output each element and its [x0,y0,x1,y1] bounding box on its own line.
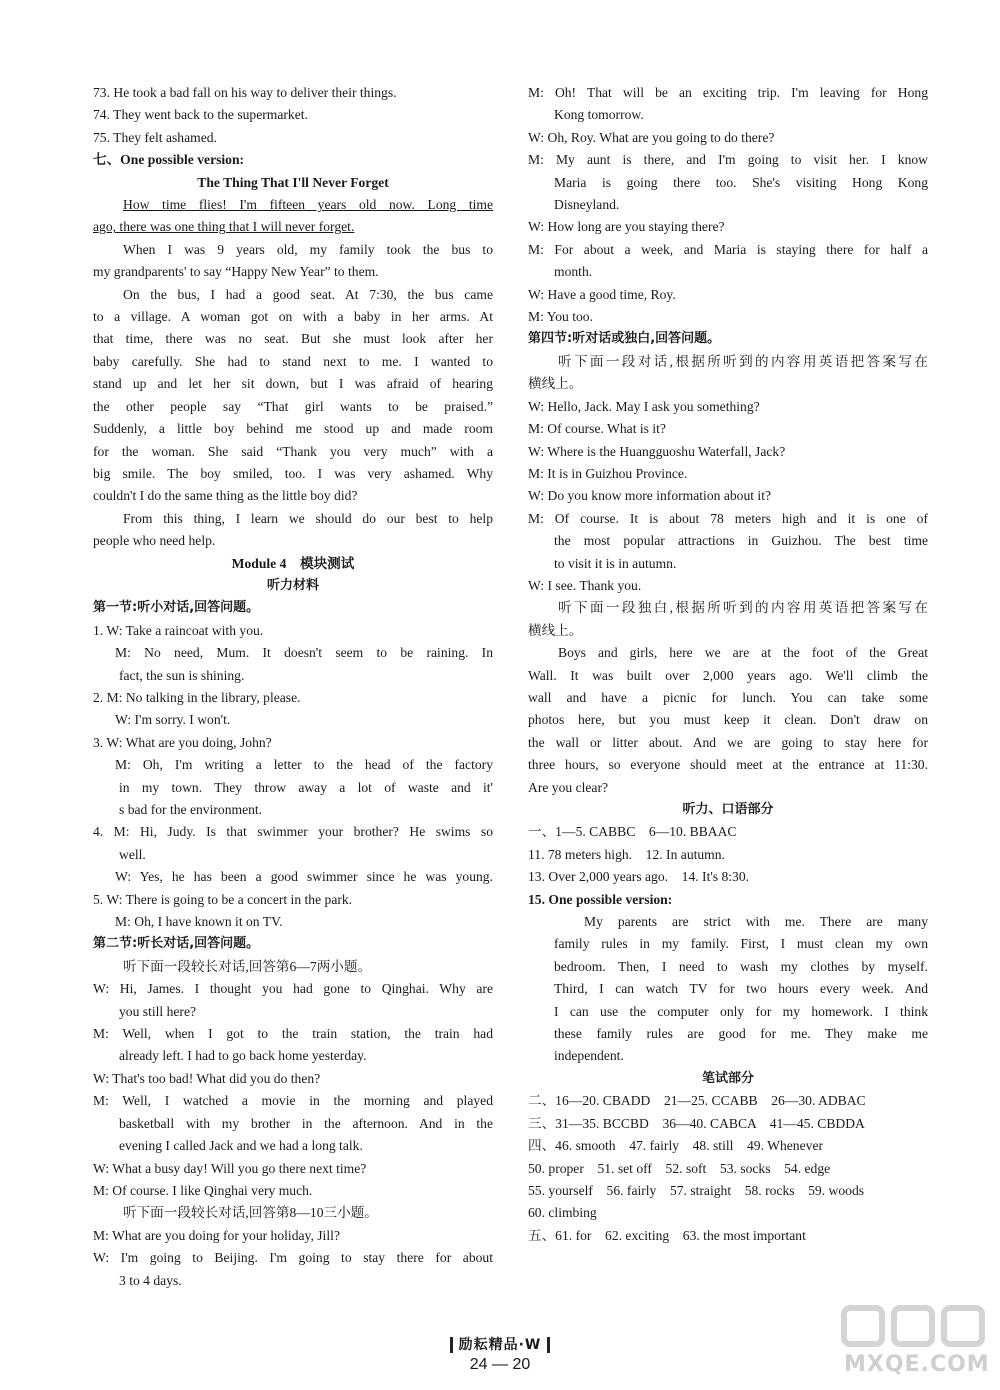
right-line: Are you clear? [528,779,609,795]
left-line: W: Yes, he has been a good swimmer since he was young. [115,869,493,885]
right-line: 笔试部分 [701,1070,754,1086]
left-line: the other people say “That girl wants to be praised.” [93,398,493,414]
right-line: three hours, so everyone should meet at the entrance at 11:30. [528,757,928,773]
right-line: photos here, but you must keep it clean. Don't draw on [528,712,928,728]
right-line: 听下面一段独白,根据所听到的内容用英语把答案写在 [558,600,928,616]
right-line: W: How long are you staying there? [528,219,725,235]
right-line: 四、46. smooth 47. fairly 48. still 49. Whenever [528,1138,823,1154]
left-line: 3 to 4 days. [119,1272,182,1288]
right-line: My parents are strict with me. There are many [584,914,928,930]
left-line: fact, the sun is shining. [119,667,245,683]
left-line: 听下面一段较长对话,回答第8—10三小题。 [123,1205,378,1221]
right-line: 第四节:听对话或独白,回答问题。 [528,331,721,347]
left-line: to a village. A woman got on with a baby in her arms. At [93,309,493,325]
left-line: On the bus, I had a good seat. At 7:30, the bus came [123,286,493,302]
left-line: 七、One possible version: [93,152,245,168]
left-line: 74. They went back to the supermarket. [93,107,308,123]
left-line: How time flies! I'm fifteen years old now. Long time [123,197,493,213]
right-line: the wall or litter about. And we are going to stay here for [528,734,928,750]
left-line: 第一节:听小对话,回答问题。 [93,600,260,616]
right-line: 五、61. for 62. exciting 63. the most important [528,1227,806,1243]
left-line: M: Oh, I'm writing a letter to the head of the factory [115,757,493,773]
left-line: evening I called Jack and we had a long talk. [119,1138,363,1154]
right-line: these family rules are good for me. They make me [554,1026,928,1042]
right-line: wall and have a picnic for lunch. You can take some [528,689,928,705]
left-line: big smile. The boy smiled, too. I was very ashamed. Why [93,465,493,481]
left-line: for the woman. She said “Thank you very much” with a [93,443,493,459]
right-line: 15. One possible version: [528,891,673,907]
left-column [93,82,493,1292]
left-line: well. [119,846,146,862]
left-line: W: I'm going to Beijing. I'm going to stay there for about [93,1250,493,1266]
brand-label: 励耘精品·W [450,1337,551,1353]
left-line: 第二节:听长对话,回答问题。 [93,936,260,952]
right-line: Wall. It was built over 2,000 years ago. We'll climb the [528,667,928,683]
right-column [528,82,928,1247]
right-line: Maria is going there too. She's visiting Hong Kong [554,174,928,190]
right-line: I can use the computer only for my homework. I think [554,1003,928,1019]
left-line: M: What are you doing for your holiday, Jill? [93,1227,340,1243]
right-line: 听下面一段对话,根据所听到的内容用英语把答案写在 [558,353,928,369]
left-line: 听下面一段较长对话,回答第6—7两小题。 [123,958,372,974]
right-line: 横线上。 [528,376,583,392]
right-line: 60. climbing [528,1205,597,1221]
left-line: W: What a busy day! Will you go there next time? [93,1160,367,1176]
right-line: M: My aunt is there, and I'm going to visit her. I know [528,152,928,168]
right-line: M: Of course. What is it? [528,421,666,437]
left-line: in my town. They throw away a lot of waste and it' [119,779,493,795]
right-line: 一、1—5. CABBC 6—10. BBAAC [528,824,737,840]
left-line: 73. He took a bad fall on his way to deliver their things. [93,85,397,100]
right-line: M: Of course. It is about 78 meters high and it is one of [528,510,928,526]
right-line: 二、16—20. CBADD 21—25. CCABB 26—30. ADBAC [528,1093,866,1109]
left-line: W: That's too bad! What did you do then? [93,1070,321,1086]
left-line: stand up and let her sit down, but I was afraid of hearing [93,376,493,392]
right-line: Kong tomorrow. [554,107,644,123]
left-line: 3. W: What are you doing, John? [93,734,272,750]
right-line: 50. proper 51. set off 52. soft 53. socks 54. edge [528,1160,831,1176]
left-line: s bad for the environment. [119,802,263,817]
right-line: Third, I can watch TV for two hours every week. And [554,981,928,997]
right-line: family rules in my family. First, I must clean my own [554,936,928,952]
right-line: 听力、口语部分 [682,802,774,817]
right-line: 55. yourself 56. fairly 57. straight 58. rocks 59. woods [528,1182,865,1198]
page-number: 24 — 20 [469,1356,531,1373]
right-line: month. [554,264,593,280]
left-line: that time, there was no seat. But she must look after her [93,331,493,347]
right-line: W: Do you know more information about it? [528,488,772,504]
left-line: M: Of course. I like Qinghai very much. [93,1182,313,1198]
left-line: 5. W: There is going to be a concert in the park. [93,891,353,907]
left-line: Suddenly, a little boy behind me stood up and made room [93,421,493,437]
right-line: M: For about a week, and Maria is staying there for half a [528,241,928,257]
left-line: W: I'm sorry. I won't. [115,712,231,728]
right-line: W: Where is the Huangguoshu Waterfall, Jack? [528,443,786,459]
left-line: When I was 9 years old, my family took the bus to [123,241,493,257]
left-line: Module 4 模块测试 [231,555,355,571]
left-line: M: Well, I watched a movie in the morning and played [93,1093,493,1109]
left-line: M: Oh, I have known it on TV. [115,914,283,930]
right-line: 11. 78 meters high. 12. In autumn. [528,846,725,862]
left-line: 75. They felt ashamed. [93,129,217,145]
right-line: bedroom. Then, I need to wash my clothes by myself. [554,958,928,974]
left-line: you still here? [119,1003,197,1019]
right-line: Boys and girls, here we are at the foot of the Great [558,645,928,661]
right-line: Disneyland. [554,197,620,213]
left-line: The Thing That I'll Never Forget [197,174,389,190]
right-line: independent. [554,1048,624,1064]
right-line: W: Hello, Jack. May I ask you something? [528,398,760,414]
left-line: M: Well, when I got to the train station, the train had [93,1026,493,1042]
right-line: W: Have a good time, Roy. [528,286,676,302]
right-line: M: Oh! That will be an exciting trip. I'm leaving for Hong [528,85,928,100]
watermark-text: MXQE.COM [844,1352,990,1377]
right-line: M: You too. [528,309,593,325]
right-line: 横线上。 [528,622,583,638]
left-line: couldn't I do the same thing as the little boy did? [93,488,358,504]
left-line: M: No need, Mum. It doesn't seem to be raining. In [115,645,493,661]
left-line: basketball with my brother in the afternoon. And in the [119,1115,493,1131]
right-line: the most popular attractions in Guizhou. The best time [554,533,928,549]
left-line: ago, there was one thing that I will never forget. [93,219,355,235]
right-line: to visit it is in autumn. [554,555,677,571]
right-line: 13. Over 2,000 years ago. 14. It's 8:30. [528,869,750,885]
left-line: From this thing, I learn we should do our best to help [123,510,493,526]
left-line: 4. M: Hi, Judy. Is that swimmer your brother? He swims so [93,824,493,840]
right-line: M: It is in Guizhou Province. [528,465,688,481]
left-line: people who need help. [93,533,216,549]
right-line: W: Oh, Roy. What are you going to do there? [528,129,775,145]
left-line: W: Hi, James. I thought you had gone to Qinghai. Why are [93,981,493,997]
left-line: already left. I had to go back home yesterday. [119,1048,367,1064]
right-line: W: I see. Thank you. [528,577,642,593]
left-line: 1. W: Take a raincoat with you. [93,622,264,638]
left-line: baby carefully. She had to stand next to me. I wanted to [93,353,493,369]
left-line: my grandparents' to say “Happy New Year” to them. [93,264,379,280]
left-line: 2. M: No talking in the library, please. [93,689,301,705]
right-line: 三、31—35. BCCBD 36—40. CABCA 41—45. CBDDA [528,1115,865,1131]
left-line: 听力材料 [266,577,319,593]
